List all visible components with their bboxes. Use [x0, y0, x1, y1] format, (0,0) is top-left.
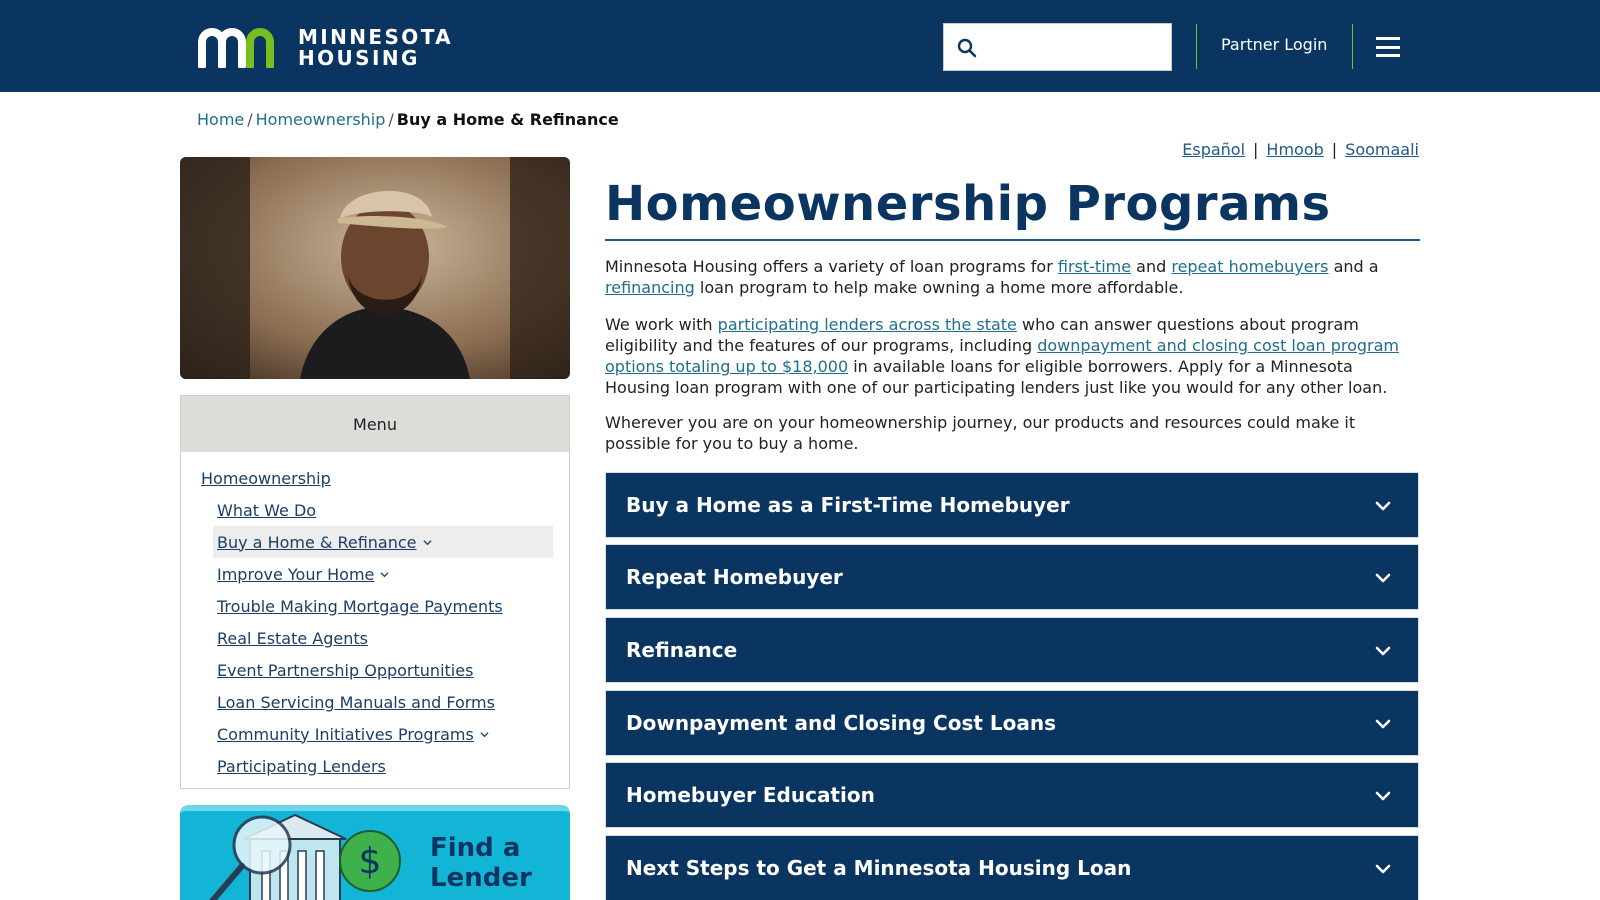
find-a-lender-line1: Find a — [430, 833, 521, 863]
find-a-lender-text — [430, 833, 532, 893]
logo-wordmark — [298, 27, 453, 69]
accordion-title: Next Steps to Get a Minnesota Housing Loan — [626, 856, 1132, 880]
chevron-down-icon — [1374, 497, 1392, 515]
menu-link[interactable]: Trouble Making Mortgage Payments — [217, 596, 503, 616]
menu-list — [181, 452, 569, 782]
search-input[interactable] — [986, 32, 1166, 62]
menu-item-participating-lenders — [181, 750, 569, 782]
menu-item-homeownership — [181, 462, 569, 494]
header-divider — [1196, 24, 1197, 69]
accordion-next-steps[interactable] — [605, 835, 1419, 900]
menu-link[interactable]: Event Partnership Opportunities — [217, 660, 474, 680]
menu-item-improve-your-home — [181, 558, 569, 590]
breadcrumb-home[interactable]: Home — [197, 110, 245, 129]
logo-line-2: HOUSING — [298, 46, 420, 70]
chevron-down-icon — [1374, 642, 1392, 660]
menu-link[interactable]: Community Initiatives Programs — [217, 724, 474, 744]
menu-item-what-we-do — [181, 494, 569, 526]
intro-text: Minnesota Housing offers a variety of loan programs for — [605, 257, 1058, 276]
mn-logo-icon — [198, 28, 284, 68]
lenders-paragraph — [605, 314, 1415, 398]
language-separator: | — [1253, 140, 1259, 159]
chevron-down-icon — [1374, 569, 1392, 587]
language-hmoob-link[interactable]: Hmoob — [1266, 140, 1324, 159]
logo-line-1: MINNESOTA — [298, 25, 454, 49]
breadcrumb-separator: / — [388, 110, 394, 129]
photo-illustration — [180, 157, 570, 379]
site-header — [0, 0, 1600, 92]
menu-link[interactable]: Buy a Home & Refinance — [217, 532, 417, 552]
menu-heading: Menu — [181, 396, 569, 452]
language-espanol-link[interactable]: Español — [1182, 140, 1246, 159]
lenders-text: in available loans for eligible borrowers. Apply for a Minnesota Housing loan program with one of our participating lenders just like you would for any other loan. — [605, 357, 1388, 397]
header-divider — [1352, 24, 1353, 69]
accordion-repeat-homebuyer[interactable] — [605, 544, 1419, 610]
language-separator: | — [1331, 140, 1338, 159]
refinancing-link[interactable]: refinancing — [605, 278, 695, 297]
first-time-link[interactable]: first-time — [1057, 257, 1132, 276]
accordion-title: Downpayment and Closing Cost Loans — [626, 711, 1056, 735]
menu-item-trouble-making-mortgage-payments — [181, 590, 569, 622]
menu-link[interactable]: Real Estate Agents — [217, 628, 368, 648]
section-menu — [180, 395, 570, 789]
intro-text: and — [1131, 257, 1172, 276]
chevron-down-icon[interactable] — [423, 538, 432, 547]
find-a-lender-card[interactable] — [180, 805, 570, 900]
accordion-refinance[interactable] — [605, 617, 1419, 683]
language-links — [1182, 140, 1419, 159]
intro-text: loan program to help make owning a home more affordable. — [694, 278, 1184, 297]
chevron-down-icon — [1374, 860, 1392, 878]
partner-login-link[interactable]: Partner Login — [1221, 35, 1328, 54]
menu-item-loan-servicing-manuals — [181, 686, 569, 718]
accordion-title: Refinance — [626, 638, 738, 662]
menu-item-community-initiatives-programs — [181, 718, 569, 750]
menu-link[interactable]: Loan Servicing Manuals and Forms — [217, 692, 495, 712]
participating-lenders-link[interactable]: participating lenders across the state — [717, 315, 1017, 334]
accordion-title: Repeat Homebuyer — [626, 565, 843, 589]
find-a-lender-line2: Lender — [430, 863, 532, 893]
menu-link[interactable]: Homeownership — [201, 468, 331, 488]
page-title: Homeownership Programs — [605, 176, 1331, 232]
chevron-down-icon[interactable] — [380, 570, 389, 579]
accordion-title: Homebuyer Education — [626, 783, 875, 807]
menu-item-event-partnership-opportunities — [181, 654, 569, 686]
lenders-text: who can answer questions about program eligibility and the features of our programs, including — [605, 315, 1359, 355]
search-icon[interactable] — [956, 37, 978, 59]
homebuyer-photo — [180, 157, 570, 379]
hamburger-bar — [1376, 46, 1400, 49]
intro-text: and a — [1328, 257, 1379, 276]
breadcrumb-separator: / — [247, 110, 253, 129]
svg-text:$: $ — [358, 841, 382, 882]
accordion-downpayment-closing-cost[interactable] — [605, 690, 1419, 756]
title-underline — [605, 239, 1420, 241]
search-box — [943, 23, 1172, 71]
downpayment-options-link[interactable]: downpayment and closing cost loan program options totaling up to $18,000 — [605, 336, 1399, 376]
breadcrumb-homeownership[interactable]: Homeownership — [255, 110, 386, 129]
menu-item-buy-a-home-refinance — [213, 526, 553, 558]
intro-paragraph — [605, 256, 1415, 298]
accordion-first-time-homebuyer[interactable] — [605, 472, 1419, 538]
journey-paragraph: Wherever you are on your homeownership journey, our products and resources could make it possible for you to buy a home. — [605, 413, 1356, 453]
repeat-homebuyers-link[interactable]: repeat homebuyers — [1171, 257, 1329, 276]
lenders-text: We work with — [605, 315, 718, 334]
menu-link[interactable]: Improve Your Home — [217, 564, 375, 584]
hamburger-bar — [1376, 54, 1400, 57]
menu-link[interactable]: Participating Lenders — [217, 756, 386, 776]
breadcrumb-current: Buy a Home & Refinance — [396, 110, 619, 129]
accordion-title: Buy a Home as a First-Time Homebuyer — [626, 493, 1070, 517]
language-soomaali-link[interactable]: Soomaali — [1345, 140, 1419, 159]
chevron-down-icon — [1374, 715, 1392, 733]
chevron-down-icon — [1374, 787, 1392, 805]
breadcrumb — [197, 110, 619, 129]
accordion-homebuyer-education[interactable] — [605, 762, 1419, 828]
menu-link[interactable]: What We Do — [217, 500, 317, 520]
hamburger-bar — [1376, 37, 1400, 40]
minnesota-housing-logo[interactable] — [198, 24, 453, 72]
hamburger-menu-button[interactable] — [1376, 37, 1400, 57]
menu-item-real-estate-agents — [181, 622, 569, 654]
chevron-down-icon[interactable] — [480, 730, 489, 739]
